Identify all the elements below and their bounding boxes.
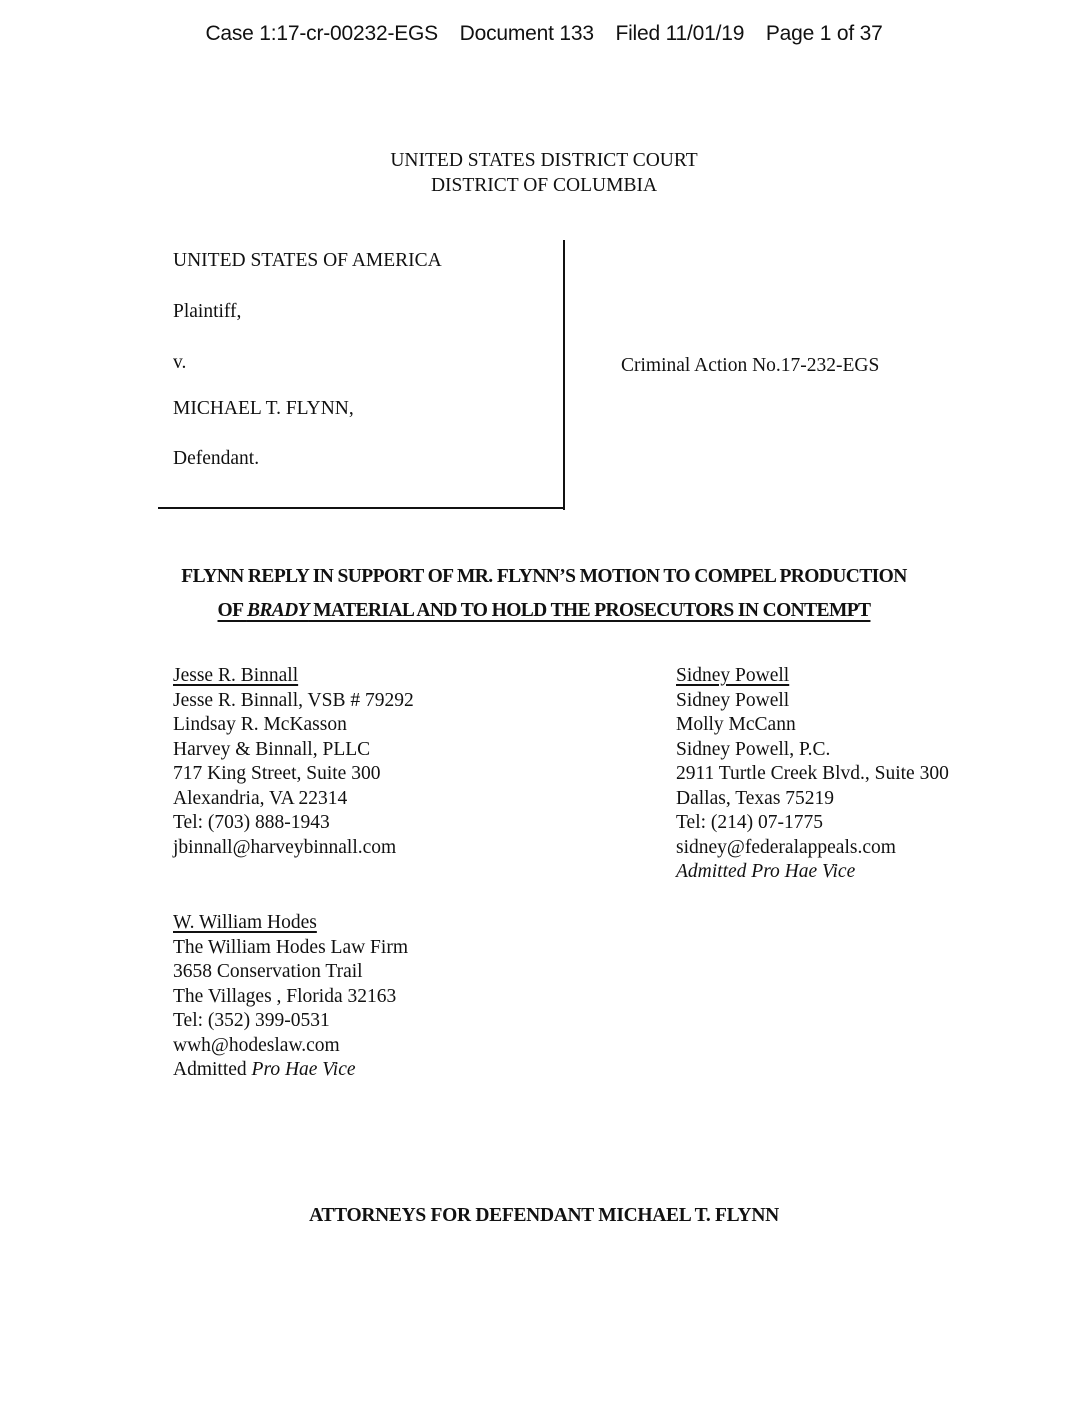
plaintiff-label: Plaintiff, — [173, 301, 242, 322]
filed-date-stamp: Filed 11/01/19 — [615, 22, 745, 45]
counsel-line: The Villages , Florida 32163 — [173, 985, 397, 1007]
title-brady-italic: BRADY — [246, 600, 309, 621]
court-district: DISTRICT OF COLUMBIA — [430, 175, 658, 196]
counsel-email: jbinnall@harveybinnall.com — [173, 836, 397, 858]
counsel-signature-header: W. William Hodes — [173, 912, 317, 933]
counsel-line: Harvey & Binnall, PLLC — [173, 738, 371, 760]
title-prefix: OF — [217, 600, 247, 621]
counsel-line: 2911 Turtle Creek Blvd., Suite 300 — [676, 763, 949, 784]
pro-hac-vice-admission: Admitted Pro Hae Vice — [676, 861, 856, 882]
counsel-block-hodes — [173, 911, 408, 1083]
counsel-line: Tel: (214) 07-1775 — [676, 812, 824, 833]
counsel-email: wwh@hodeslaw.com — [173, 1034, 340, 1056]
versus-label: v. — [173, 352, 187, 373]
title-underlined — [218, 600, 871, 621]
counsel-line: 3658 Conservation Trail — [173, 961, 363, 982]
document-title-line-1: FLYNN REPLY IN SUPPORT OF MR. FLYNN’S MOTION TO COMPEL PRODUCTION — [181, 566, 907, 587]
counsel-block-binnall — [173, 664, 414, 860]
attorneys-for-defendant: ATTORNEYS FOR DEFENDANT MICHAEL T. FLYNN — [309, 1205, 779, 1226]
counsel-email: sidney@federalappeals.com — [676, 836, 896, 858]
caption-horizontal-divider — [158, 507, 565, 509]
ecf-header-stamp — [0, 22, 1088, 46]
title-rest: MATERIAL AND TO HOLD THE PROSECUTORS IN CONTEMPT — [308, 600, 871, 621]
counsel-line: Dallas, Texas 75219 — [676, 787, 835, 809]
defendant-label: Defendant. — [173, 448, 260, 469]
document-title-line-2 — [0, 600, 1088, 622]
counsel-line: Molly McCann — [676, 714, 796, 735]
admission-italic: Pro Hae Vice — [251, 1059, 356, 1080]
page-count-stamp: Page 1 of 37 — [765, 22, 883, 45]
counsel-line: The William Hodes Law Firm — [173, 936, 408, 958]
counsel-line: Sidney Powell, P.C. — [676, 738, 831, 760]
admission-prefix: Admitted — [173, 1059, 252, 1080]
counsel-signature-header: Sidney Powell — [676, 665, 790, 686]
counsel-line: Sidney Powell — [676, 689, 790, 711]
counsel-line: Lindsay R. McKasson — [173, 714, 347, 735]
counsel-line: Jesse R. Binnall, VSB # 79292 — [173, 689, 414, 711]
counsel-line: Alexandria, VA 22314 — [173, 787, 348, 809]
counsel-signature-header: Jesse R. Binnall — [173, 665, 299, 686]
defendant-name: MICHAEL T. FLYNN, — [173, 398, 354, 419]
counsel-block-powell — [676, 664, 949, 885]
document-number-stamp: Document 133 — [459, 22, 594, 45]
pro-hac-vice-admission — [173, 1058, 408, 1083]
case-number-stamp: Case 1:17-cr-00232-EGS — [205, 22, 438, 45]
criminal-action-number: Criminal Action No.17-232-EGS — [621, 355, 880, 376]
counsel-line: 717 King Street, Suite 300 — [173, 763, 381, 784]
plaintiff-name: UNITED STATES OF AMERICA — [173, 250, 442, 271]
court-name: UNITED STATES DISTRICT COURT — [390, 150, 698, 171]
caption-vertical-divider — [563, 240, 565, 510]
counsel-line: Tel: (352) 399-0531 — [173, 1010, 330, 1031]
counsel-line: Tel: (703) 888-1943 — [173, 812, 330, 833]
